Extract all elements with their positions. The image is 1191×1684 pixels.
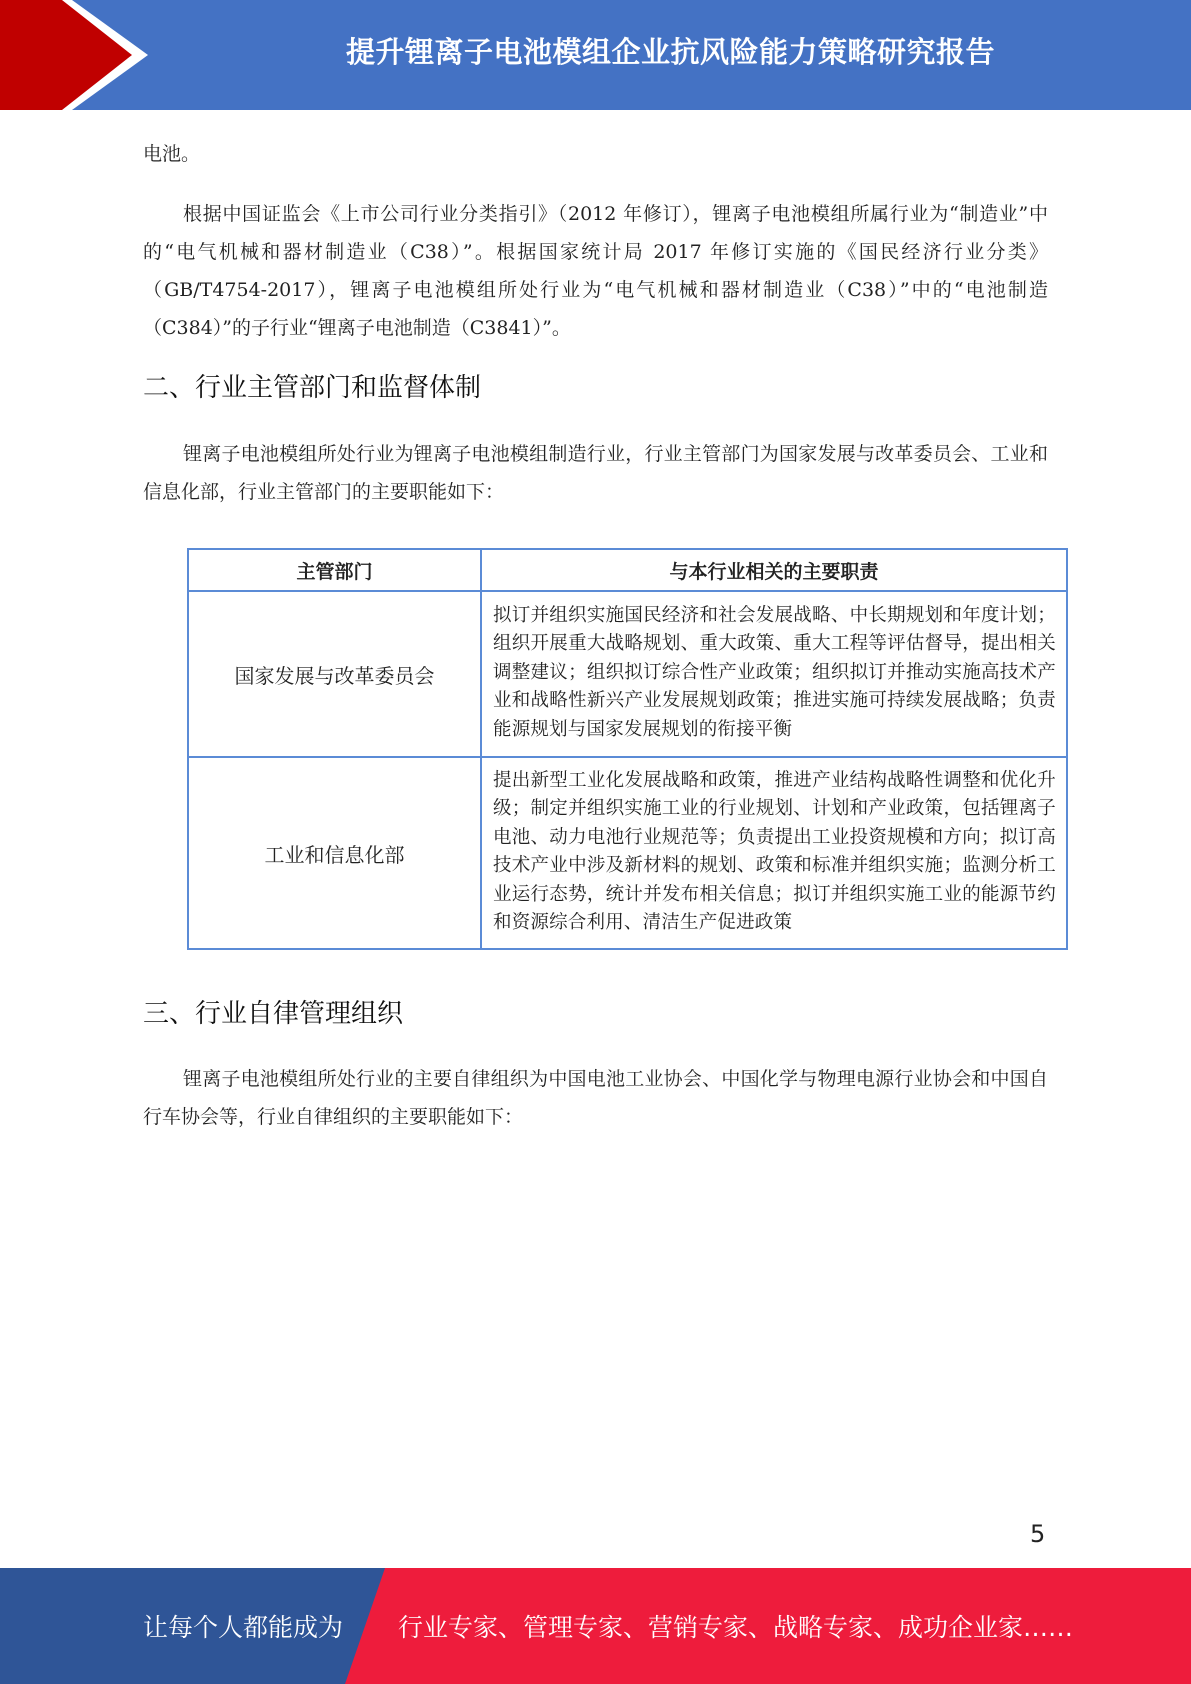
table-row xyxy=(188,591,1067,757)
footer-slogan-right: 行业专家、管理专家、营销专家、战略专家、成功企业家…… xyxy=(398,1613,1074,1642)
table-header-row xyxy=(188,549,1067,591)
table-cell-duties: 拟订并组织实施国民经济和社会发展战略、中长期规划和年度计划；组织开展重大战略规划、重大政策、重大工程等评估督导，提出相关调整建议；组织拟订综合性产业政策；组织拟订并推动实施高技术产业和战略性新兴产业发展规划政策；推进实施可持续发展战略；负责能源规划与国家发展规划的衔接平衡 xyxy=(481,591,1067,757)
table-header-duties: 与本行业相关的主要职责 xyxy=(481,549,1067,591)
table-cell-duties: 提出新型工业化发展战略和政策，推进产业结构战略性调整和优化升级；制定并组织实施工业的行业规划、计划和产业政策，包括锂离子电池、动力电池行业规范等；负责提出工业投资规模和方向；拟订高技术产业中涉及新材料的规划、政策和标准并组织实施；监测分析工业运行态势，统计并发布相关信息；拟订并组织实施工业的能源节约和资源综合利用、清洁生产促进政策 xyxy=(481,757,1067,949)
paragraph-2: 根据中国证监会《上市公司行业分类指引》（2012 年修订），锂离子电池模组所属行业为“制造业”中的“电气机械和器材制造业（C38）”。根据国家统计局 2017 年修订实施的《国民经济行业分类》（GB/T4754-2017），锂离子电池模组所处行业为“电气机械和器材制造业（C38）”中的“电池制造（C384）”的子行业“锂离子电池制造（C3841）”。 xyxy=(143,203,1048,339)
table-header-dept: 主管部门 xyxy=(188,549,481,591)
page-footer xyxy=(0,1568,1191,1684)
header-red-chevron xyxy=(0,0,160,110)
table-cell-dept: 国家发展与改革委员会 xyxy=(188,591,481,757)
paragraph-3: 锂离子电池模组所处行业为锂离子电池模组制造行业，行业主管部门为国家发展与改革委员会、工业和信息化部，行业主管部门的主要职能如下： xyxy=(143,443,1048,503)
paragraph-4: 锂离子电池模组所处行业的主要自律组织为中国电池工业协会、中国化学与物理电源行业协会和中国自行车协会等，行业自律组织的主要职能如下： xyxy=(143,1068,1048,1128)
page-number: 5 xyxy=(1030,1520,1046,1548)
duties-table xyxy=(187,548,1068,950)
table-row xyxy=(188,757,1067,949)
paragraph-1: 电池。 xyxy=(143,143,201,165)
footer-slogan-left: 让每个人都能成为 xyxy=(143,1613,344,1642)
page-header xyxy=(0,0,1191,110)
report-title: 提升锂离子电池模组企业抗风险能力策略研究报告 xyxy=(345,34,995,69)
section-heading-3: 三、行业自律管理组织 xyxy=(143,999,404,1029)
section-heading-2: 二、行业主管部门和监督体制 xyxy=(143,373,482,403)
table-cell-dept: 工业和信息化部 xyxy=(188,757,481,949)
